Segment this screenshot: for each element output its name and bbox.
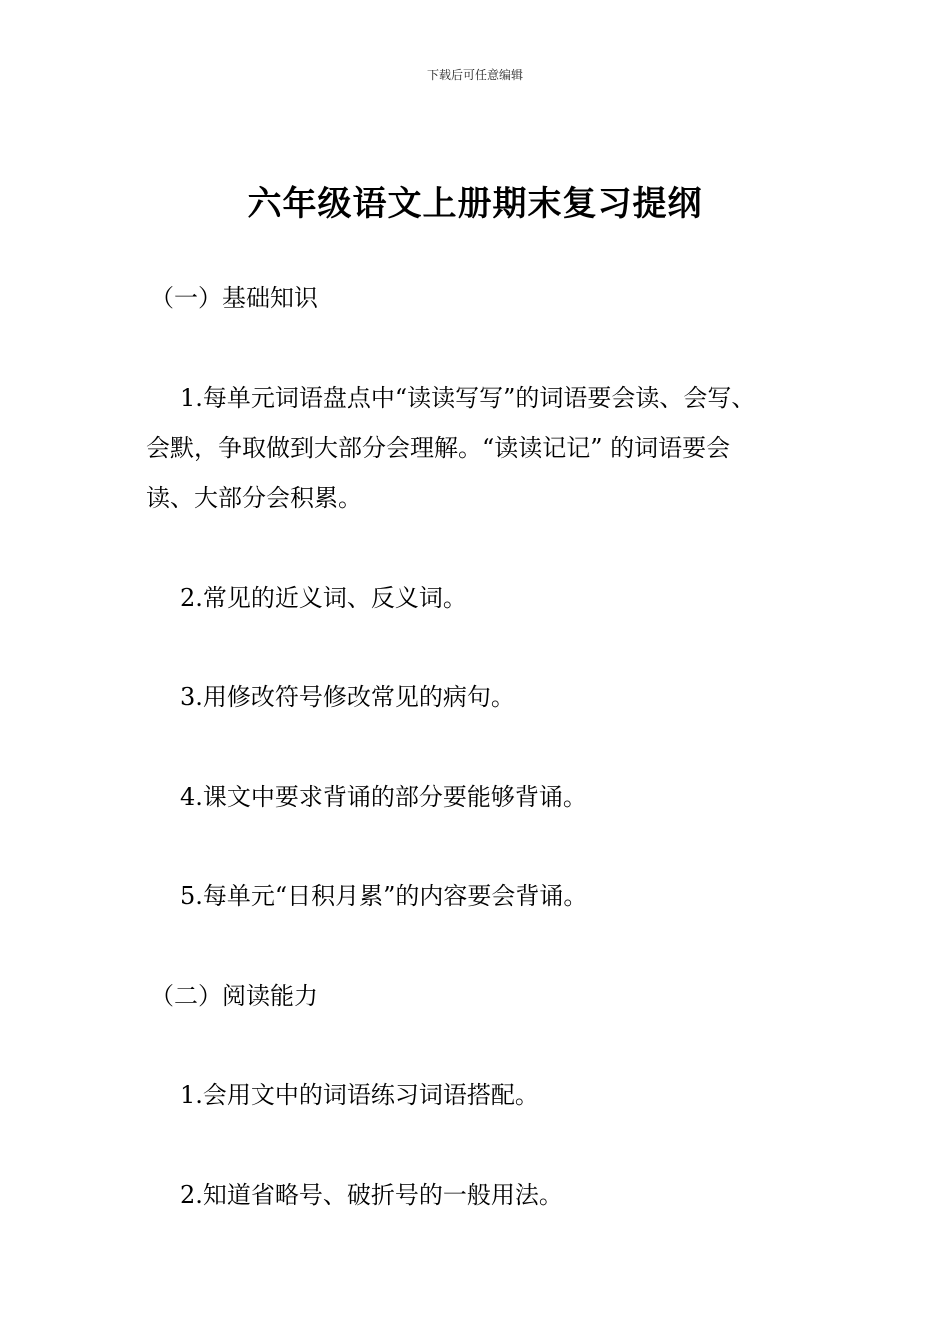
item-1-line-1: 1.每单元词语盘点中“读读写写”的词语要会读、会写、 (180, 384, 756, 412)
section-heading-basic-knowledge: （一）基础知识 (150, 284, 318, 312)
section1-item-4: 4.课文中要求背诵的部分要能够背诵。 (180, 783, 587, 811)
section1-item-5: 5.每单元“日积月累”的内容要会背诵。 (180, 882, 588, 910)
item-1-line-2: 会默，争取做到大部分会理解。“读读记记” 的词语要会 (146, 434, 731, 462)
section1-item-2: 2.常见的近义词、反义词。 (180, 584, 467, 612)
item-1-line-3: 读、大部分会积累。 (146, 484, 362, 512)
section2-item-2: 2.知道省略号、破折号的一般用法。 (180, 1181, 563, 1209)
section-heading-reading-ability: （二）阅读能力 (150, 982, 318, 1010)
document-title: 六年级语文上册期末复习提纲 (247, 184, 703, 224)
section2-item-1: 1.会用文中的词语练习词语搭配。 (180, 1081, 539, 1109)
section1-item-3: 3.用修改符号修改常见的病句。 (180, 683, 515, 711)
header-note: 下载后可任意编辑 (426, 68, 523, 82)
